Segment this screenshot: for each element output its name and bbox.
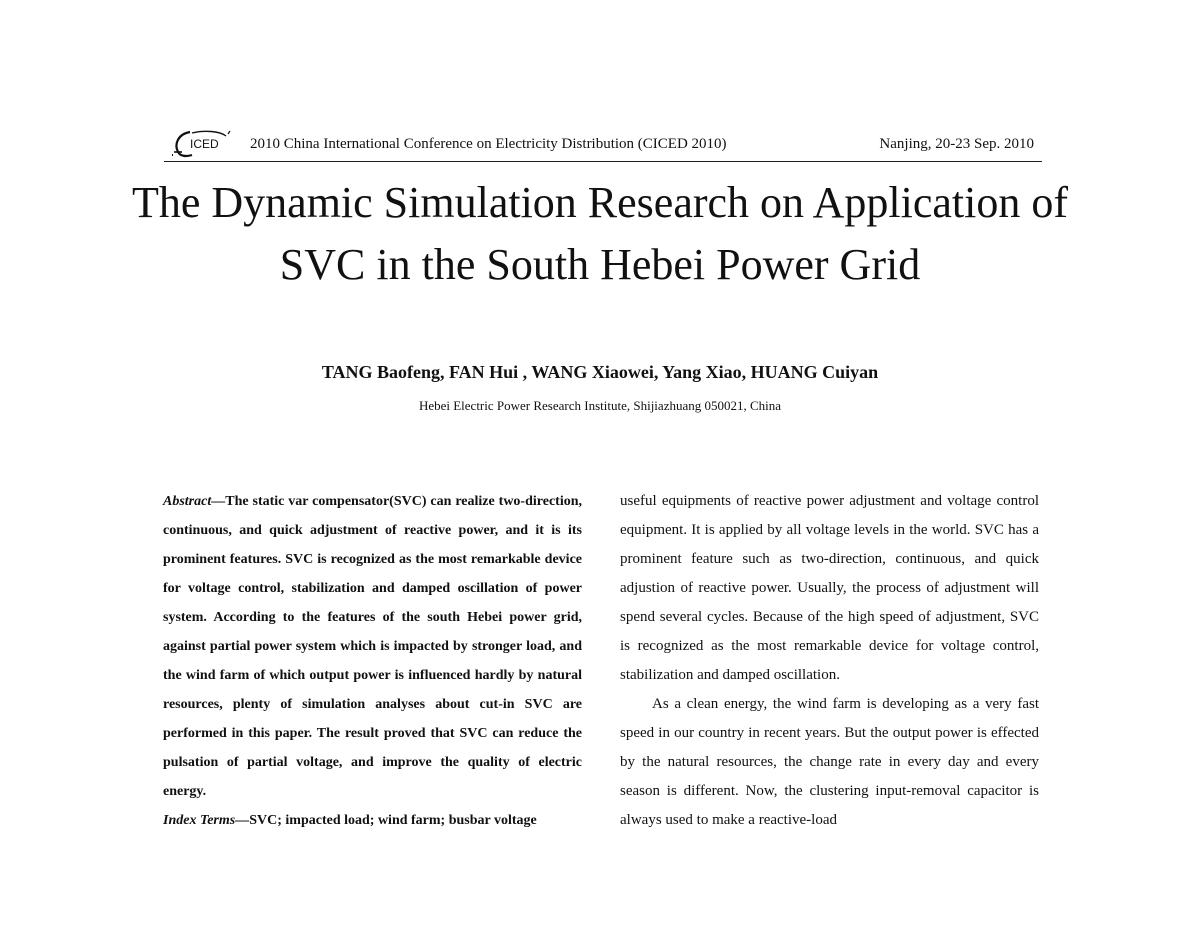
conference-logo [170, 128, 232, 158]
index-terms-text: SVC; impacted load; wind farm; busbar voltage [249, 813, 537, 828]
index-terms [163, 806, 582, 835]
paper-affiliation: Hebei Electric Power Research Institute, Shijiazhuang 050021, China [418, 398, 782, 413]
body-paragraph-1: useful equipments of reactive power adjustment and voltage control equipment. It is applied by all voltage levels in the world. SVC has a prominent feature such as two-direction, continuous, and quick adjustion of reactive power. Usually, the process of adjustment will spend several cycles. Because of the high speed of adjustment, SVC is recognized as the most remarkable device for voltage control, stabilization and damped oscillation. [620, 493, 1039, 683]
index-terms-label: Index Terms— [163, 813, 250, 828]
abstract-text: The static var compensator(SVC) can realize two-direction, continuous, and quick adjustment of reactive power, and it is its prominent features. SVC is recognized as the most remarkable device for voltage control, stabilization and damped oscillation of power system. According to the features of the south Hebei power grid, against partial power system which is impacted by stronger load, and the wind farm of which output power is influenced hardly by natural resources, plenty of simulation analyses about cut-in SVC are performed in this paper. The result proved that SVC can reduce the pulsation of partial voltage, and improve the quality of electric energy. [163, 494, 582, 799]
logo-text: ICED [190, 137, 219, 151]
abstract-label: Abstract— [163, 494, 226, 509]
right-column [620, 487, 1039, 835]
paper-title: The Dynamic Simulation Research on Application of SVC in the South Hebei Power Grid [131, 178, 1068, 289]
header-divider [164, 161, 1042, 162]
paper-authors: TANG Baofeng, FAN Hui , WANG Xiaowei, Yang Xiao, HUANG Cuiyan [321, 362, 879, 382]
body-paragraph-2: As a clean energy, the wind farm is developing as a very fast speed in our country in recent years. But the output power is effected by the natural resources, the change rate in every day and every season is different. Now, the clustering input-removal capacitor is always used to make a reactive-load [620, 696, 1039, 828]
conference-name: 2010 China International Conference on Electricity Distribution (CICED 2010) [250, 136, 727, 152]
page-header [164, 128, 1042, 162]
abstract [163, 487, 582, 806]
left-column [163, 487, 582, 835]
conference-location-date: Nanjing, 20-23 Sep. 2010 [879, 136, 1034, 152]
